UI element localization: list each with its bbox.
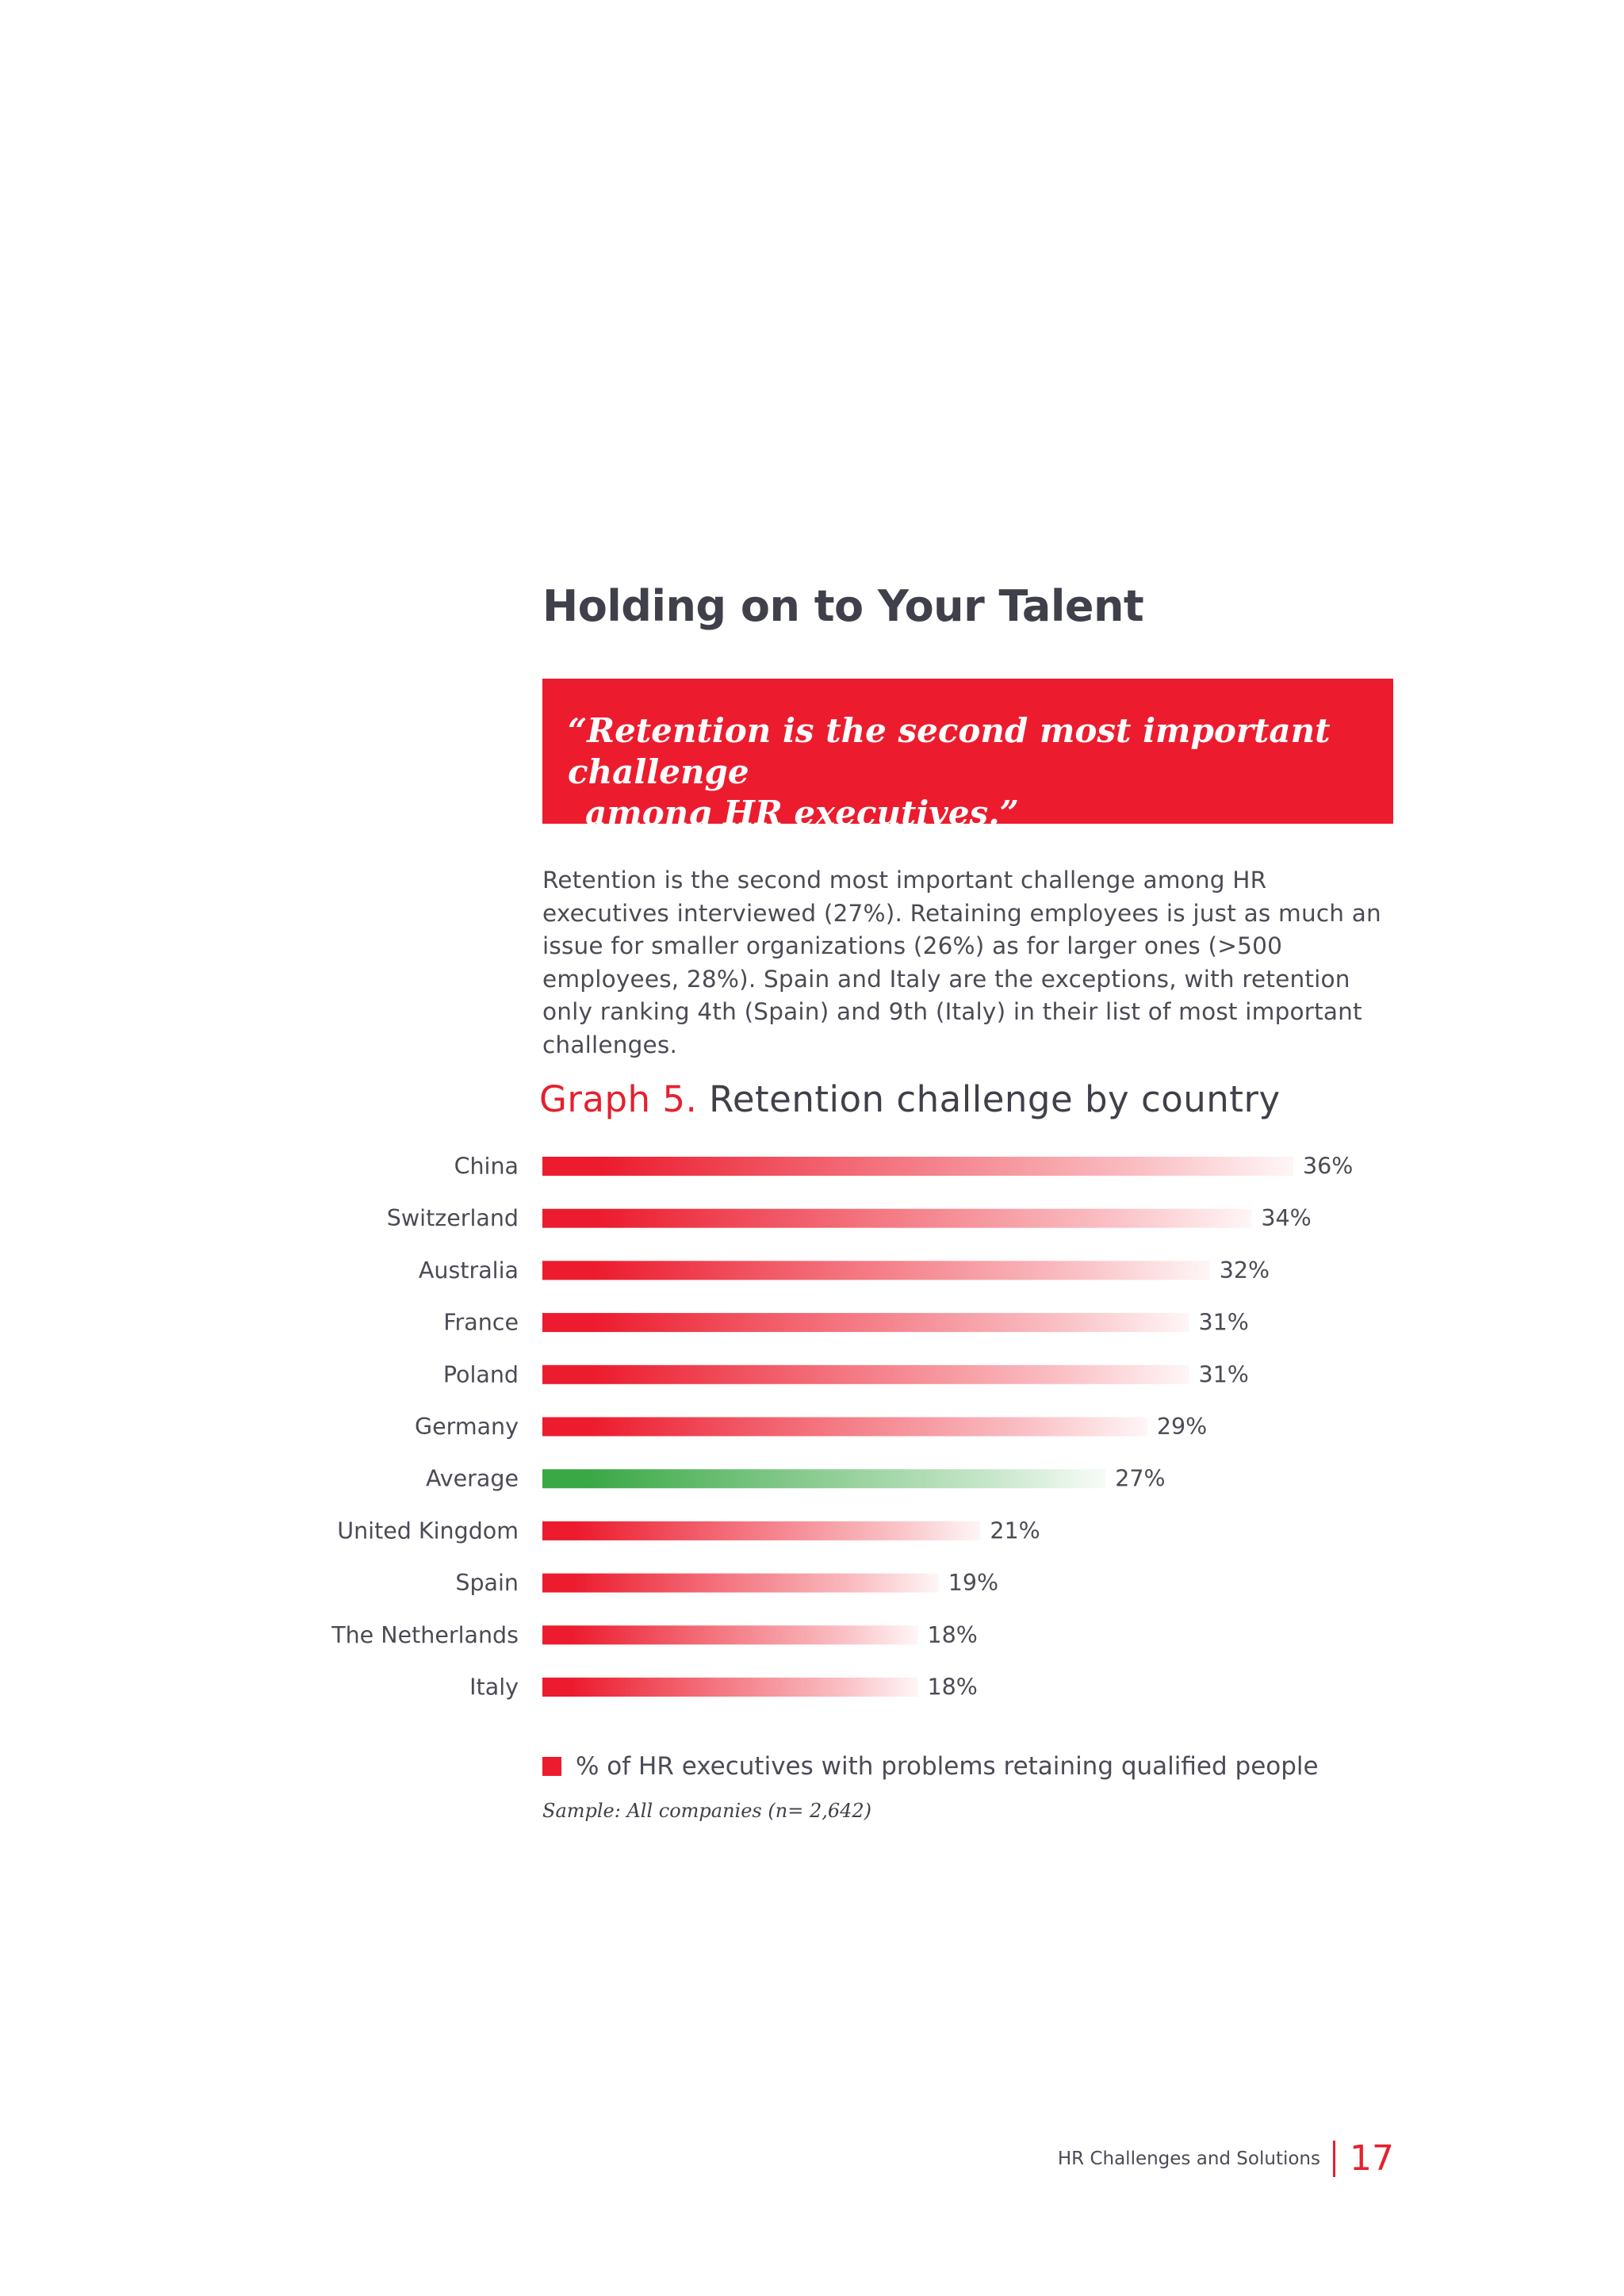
section-title: Holding on to Your Talent [542, 581, 1144, 631]
value-label: 21% [990, 1517, 1040, 1544]
page-number: 17 [1350, 2138, 1394, 2179]
bar [542, 1313, 1189, 1332]
pull-quote-text [568, 710, 1377, 834]
category-label: Australia [418, 1257, 519, 1284]
body-paragraph: Retention is the second most important challenge among HR executives interviewed (27%). Retaining employees is just as much an issue for smaller organizations (26%) as for larger ones (>500 employees, 28%). Spain and Italy are the exceptions, with retention only ranking 4th (Spain) and 9th (Italy) in their list of most important challenges. [542, 867, 1381, 1058]
value-label: 18% [927, 1621, 978, 1648]
bar [542, 1625, 918, 1644]
bar [542, 1365, 1189, 1384]
pull-quote-line-2: among HR executives.” [585, 794, 1019, 832]
value-label: 27% [1115, 1465, 1166, 1492]
value-label: 18% [927, 1674, 978, 1701]
category-label: Spain [455, 1570, 519, 1597]
bar [542, 1678, 918, 1697]
value-label: 19% [948, 1570, 999, 1597]
category-label: Switzerland [386, 1205, 519, 1232]
bar [542, 1261, 1210, 1280]
chart-legend [542, 1752, 1319, 1781]
value-label: 32% [1219, 1257, 1270, 1284]
graph-title [539, 1078, 1281, 1120]
bar [542, 1574, 939, 1593]
bar [542, 1521, 980, 1540]
page-footer [1057, 2138, 1394, 2179]
footer-divider [1333, 2141, 1335, 2177]
pull-quote [542, 679, 1393, 832]
value-label: 29% [1156, 1414, 1208, 1440]
category-label: France [443, 1309, 519, 1336]
category-label: United Kingdom [337, 1517, 519, 1544]
category-label: Italy [469, 1674, 519, 1701]
value-label: 31% [1198, 1309, 1249, 1336]
category-label: China [454, 1153, 519, 1180]
value-label: 31% [1198, 1361, 1249, 1388]
sample-note: Sample: All companies (n= 2,642) [542, 1800, 872, 1822]
value-label: 34% [1261, 1205, 1312, 1232]
bar [542, 1418, 1147, 1437]
category-label: Germany [415, 1414, 519, 1440]
category-label: Poland [442, 1361, 519, 1388]
legend-label: % of HR executives with problems retaining qualified people [576, 1752, 1319, 1781]
value-label: 36% [1303, 1153, 1354, 1180]
graph-number: Graph 5. [539, 1078, 698, 1120]
footer-title: HR Challenges and Solutions [1057, 2149, 1320, 2169]
bar [542, 1157, 1293, 1176]
bar [542, 1209, 1251, 1228]
graph-title-text: Retention challenge by country [709, 1078, 1281, 1120]
category-label: The Netherlands [331, 1621, 519, 1648]
pull-quote-line-1: “Retention is the second most important challenge [568, 711, 1331, 791]
bar-average [542, 1469, 1105, 1488]
legend-swatch [542, 1757, 561, 1776]
category-label: Average [425, 1465, 519, 1492]
